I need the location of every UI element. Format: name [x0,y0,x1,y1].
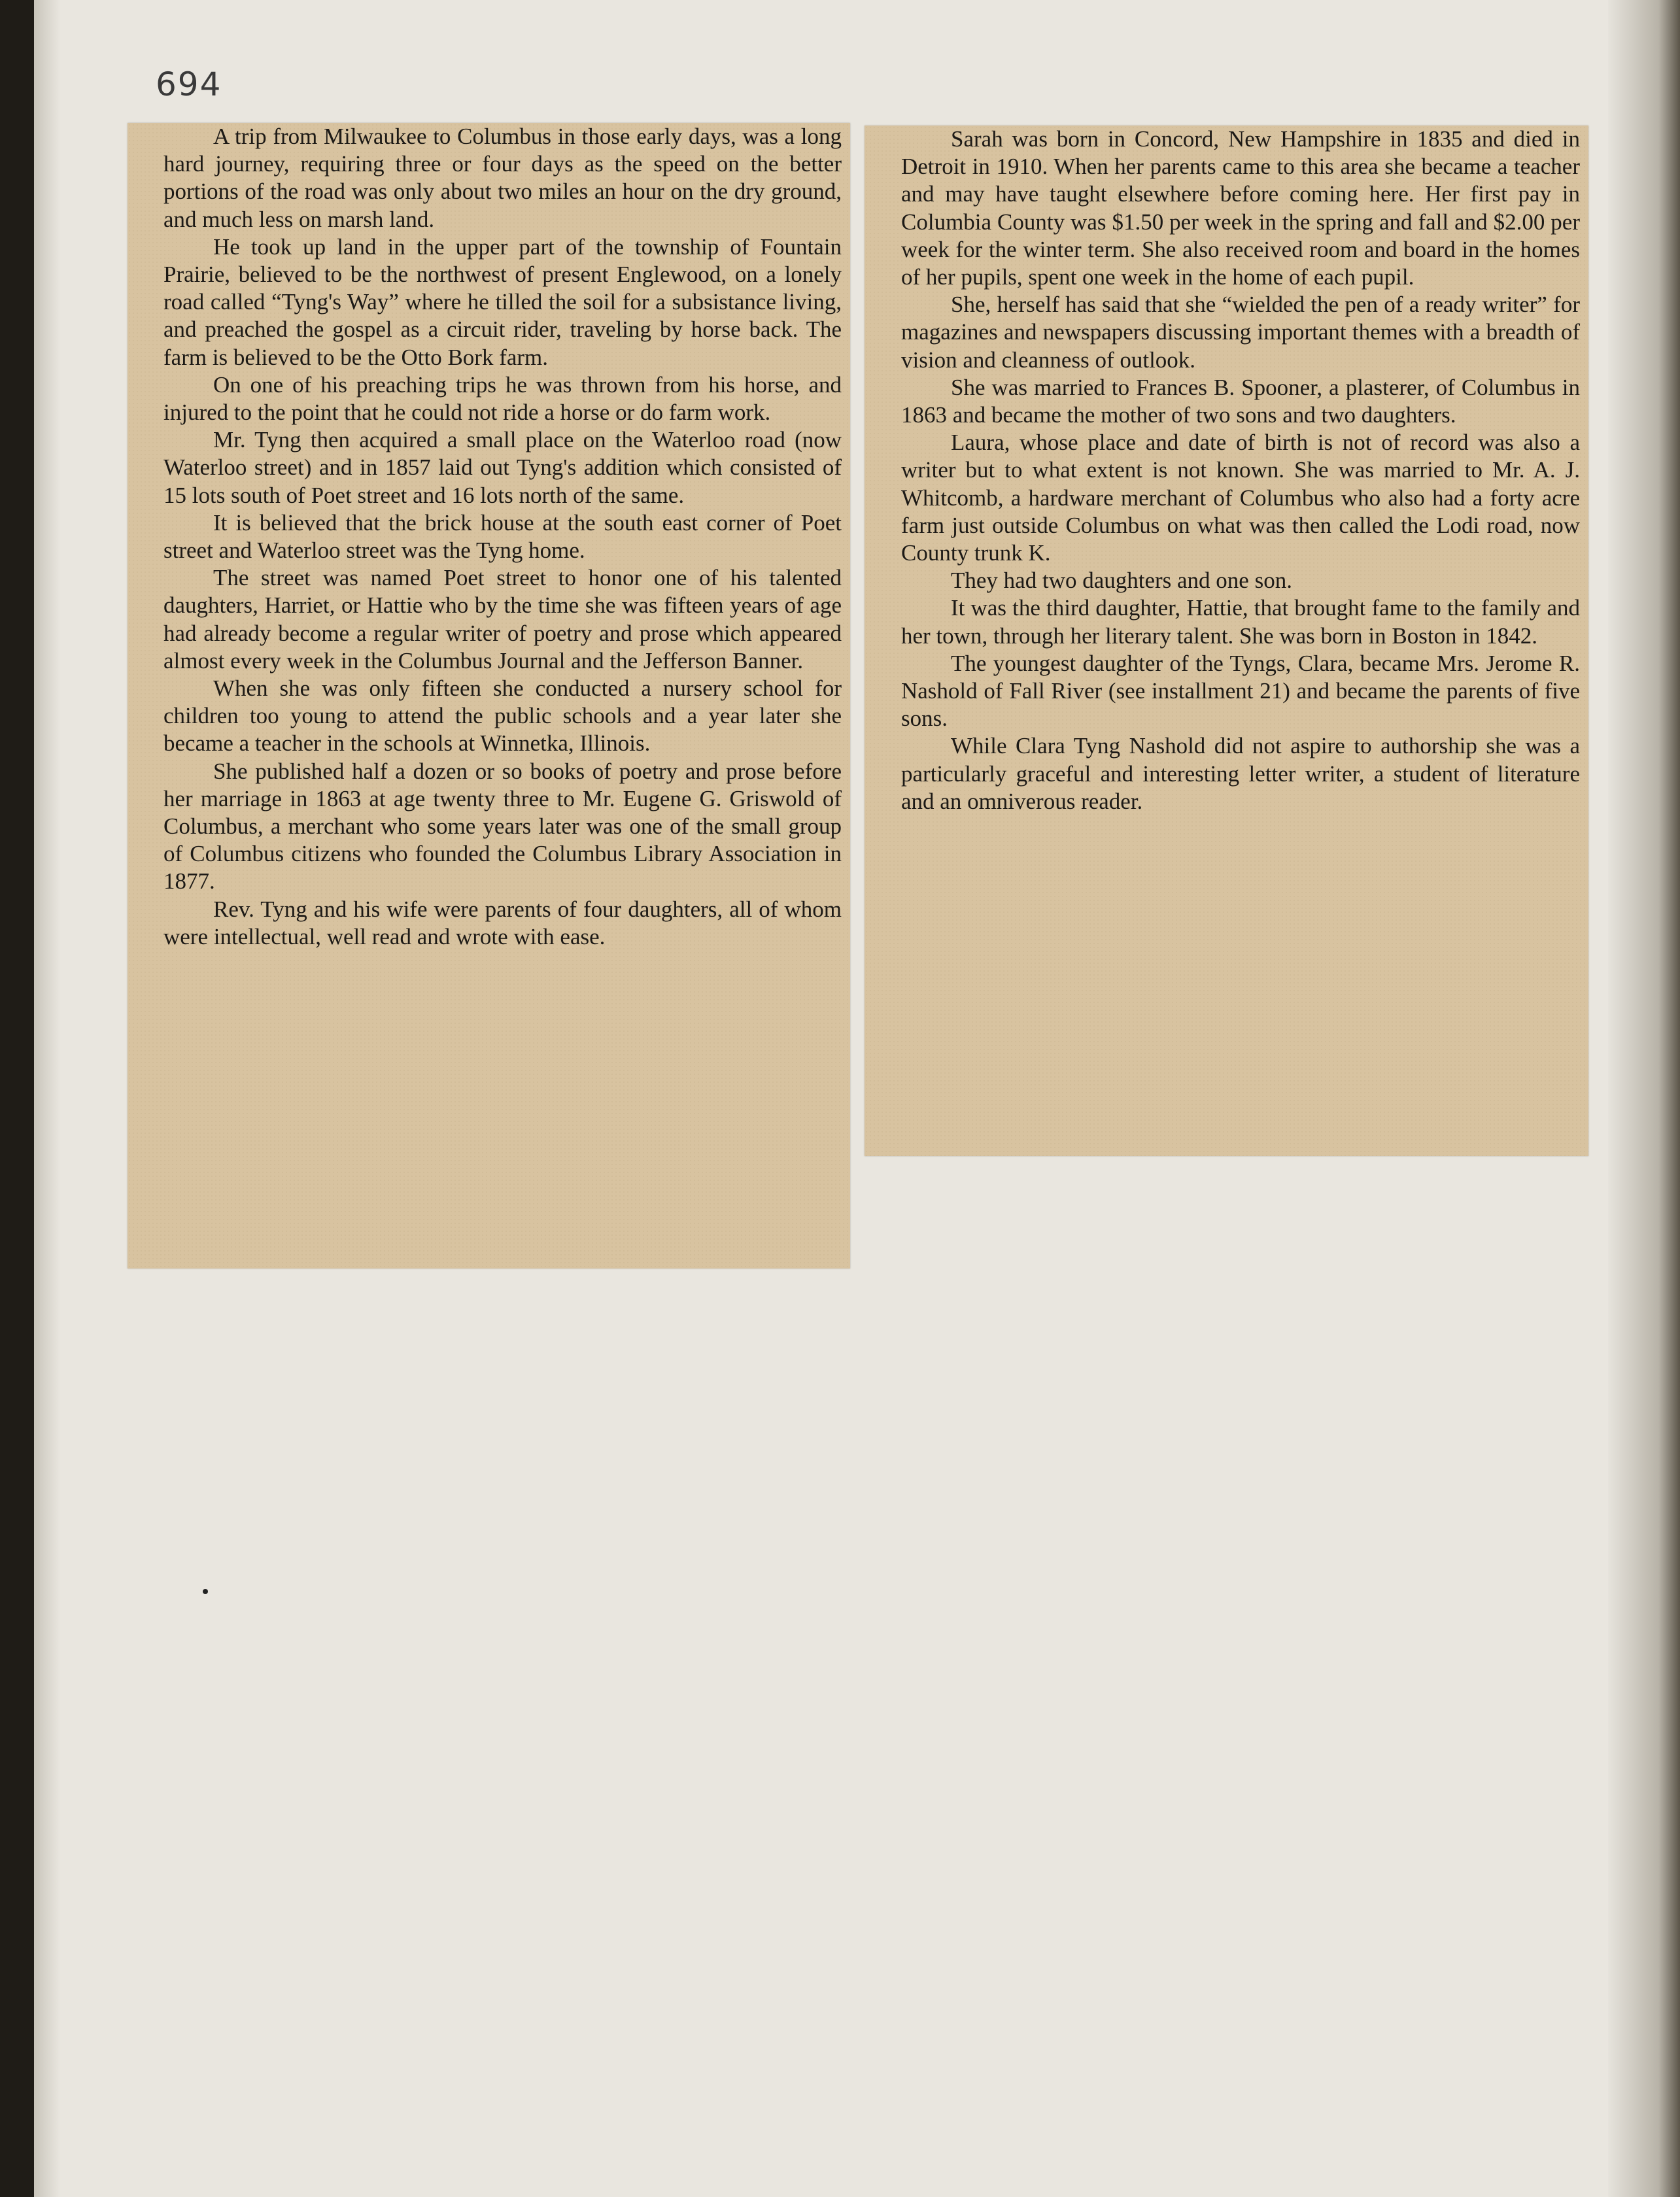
paragraph: A trip from Milwaukee to Columbus in those early days, was a long hard journey, requiring three or four days as the speed on the better portions of the road was only about two miles an hour on the dry ground, and much less on marsh land. [163,124,842,232]
paragraph: She published half a dozen or so books of poetry and prose before her marriage in 1863 at age twenty three to Mr. Eugene G. Griswold of Columbus, a merchant who some years later was one of the small group of Columbus citizens who founded the Columbus Library Association in 1877. [163,758,842,894]
paragraph: Laura, whose place and date of birth is not of record was also a writer but to what extent is not known. She was married to Mr. A. J. Whitcomb, a hardware merchant of Columbus who also had a forty acre farm just outside Columbus on what was then called the Lodi road, now County trunk K. [901,430,1580,566]
paragraph: She was married to Frances B. Spooner, a plasterer, of Columbus in 1863 and became the mother of two sons and two daughters. [901,374,1580,428]
paragraph: While Clara Tyng Nashold did not aspire to authorship she was a particularly graceful and interesting letter writer, a student of literature and an omniverous reader. [901,733,1580,814]
paragraph: He took up land in the upper part of the township of Fountain Prairie, believed to be the northwest of present Englewood, on a lonely road called “Tyng's Way” where he tilled the soil for a subsistance living, and preached the gospel as a circuit rider, traveling by horse back. The farm is believed to be the Otto Bork farm. [163,233,842,370]
paragraph: The street was named Poet street to honor one of his talented daughters, Harriet, or Hattie who by the time she was fifteen years of age had already become a regular writer of poetry and prose which appeared almost every week in the Columbus Journal and the Jefferson Banner. [163,565,842,673]
newspaper-clipping-left [128,123,850,1269]
newspaper-clipping-right [865,126,1588,1156]
paragraph: When she was only fifteen she conducted a nursery school for children too young to attend the public schools and a year later she became a teacher in the schools at Winnetka, Illinois. [163,675,842,757]
paragraph: On one of his preaching trips he was thrown from his horse, and injured to the point that he could not ride a horse or do farm work. [163,371,842,426]
paragraph: Rev. Tyng and his wife were parents of four daughters, all of whom were intellectual, well read and wrote with ease. [163,896,842,949]
ink-speck [203,1589,208,1594]
paragraph: Sarah was born in Concord, New Hampshire in 1835 and died in Detroit in 1910. When her parents came to this area she became a teacher and may have taught elsewhere before coming here. Her first pay in Columbia County was $1.50 per week in the spring and fall and $2.00 per week for the winter term. She also received room and board in the homes of her pupils, spent one week in the home of each pupil. [901,126,1580,290]
clipping-right-text [901,126,1580,815]
paragraph: Mr. Tyng then acquired a small place on the Waterloo road (now Waterloo street) and in 1857 laid out Tyng's addition which consisted of 15 lots south of Poet street and 16 lots north of the same. [163,427,842,508]
clipping-left-text [163,123,842,951]
page-gutter-shadow [34,0,60,2197]
paragraph: It was the third daughter, Hattie, that brought fame to the family and her town, through her literary talent. She was born in Boston in 1842. [901,595,1580,649]
paragraph: They had two daughters and one son. [951,568,1292,594]
page-edge-shadow [1608,0,1680,2197]
paragraph: The youngest daughter of the Tyngs, Clara, became Mrs. Jerome R. Nashold of Fall River (see installment 21) and became the parents of five sons. [901,650,1580,732]
paragraph: She, herself has said that she “wielded the pen of a ready writer” for magazines and newspapers discussing important themes with a breadth of vision and cleanness of outlook. [901,292,1580,373]
paragraph: It is believed that the brick house at the south east corner of Poet street and Waterloo street was the Tyng home. [163,509,842,564]
page-number: 694 [156,65,222,103]
